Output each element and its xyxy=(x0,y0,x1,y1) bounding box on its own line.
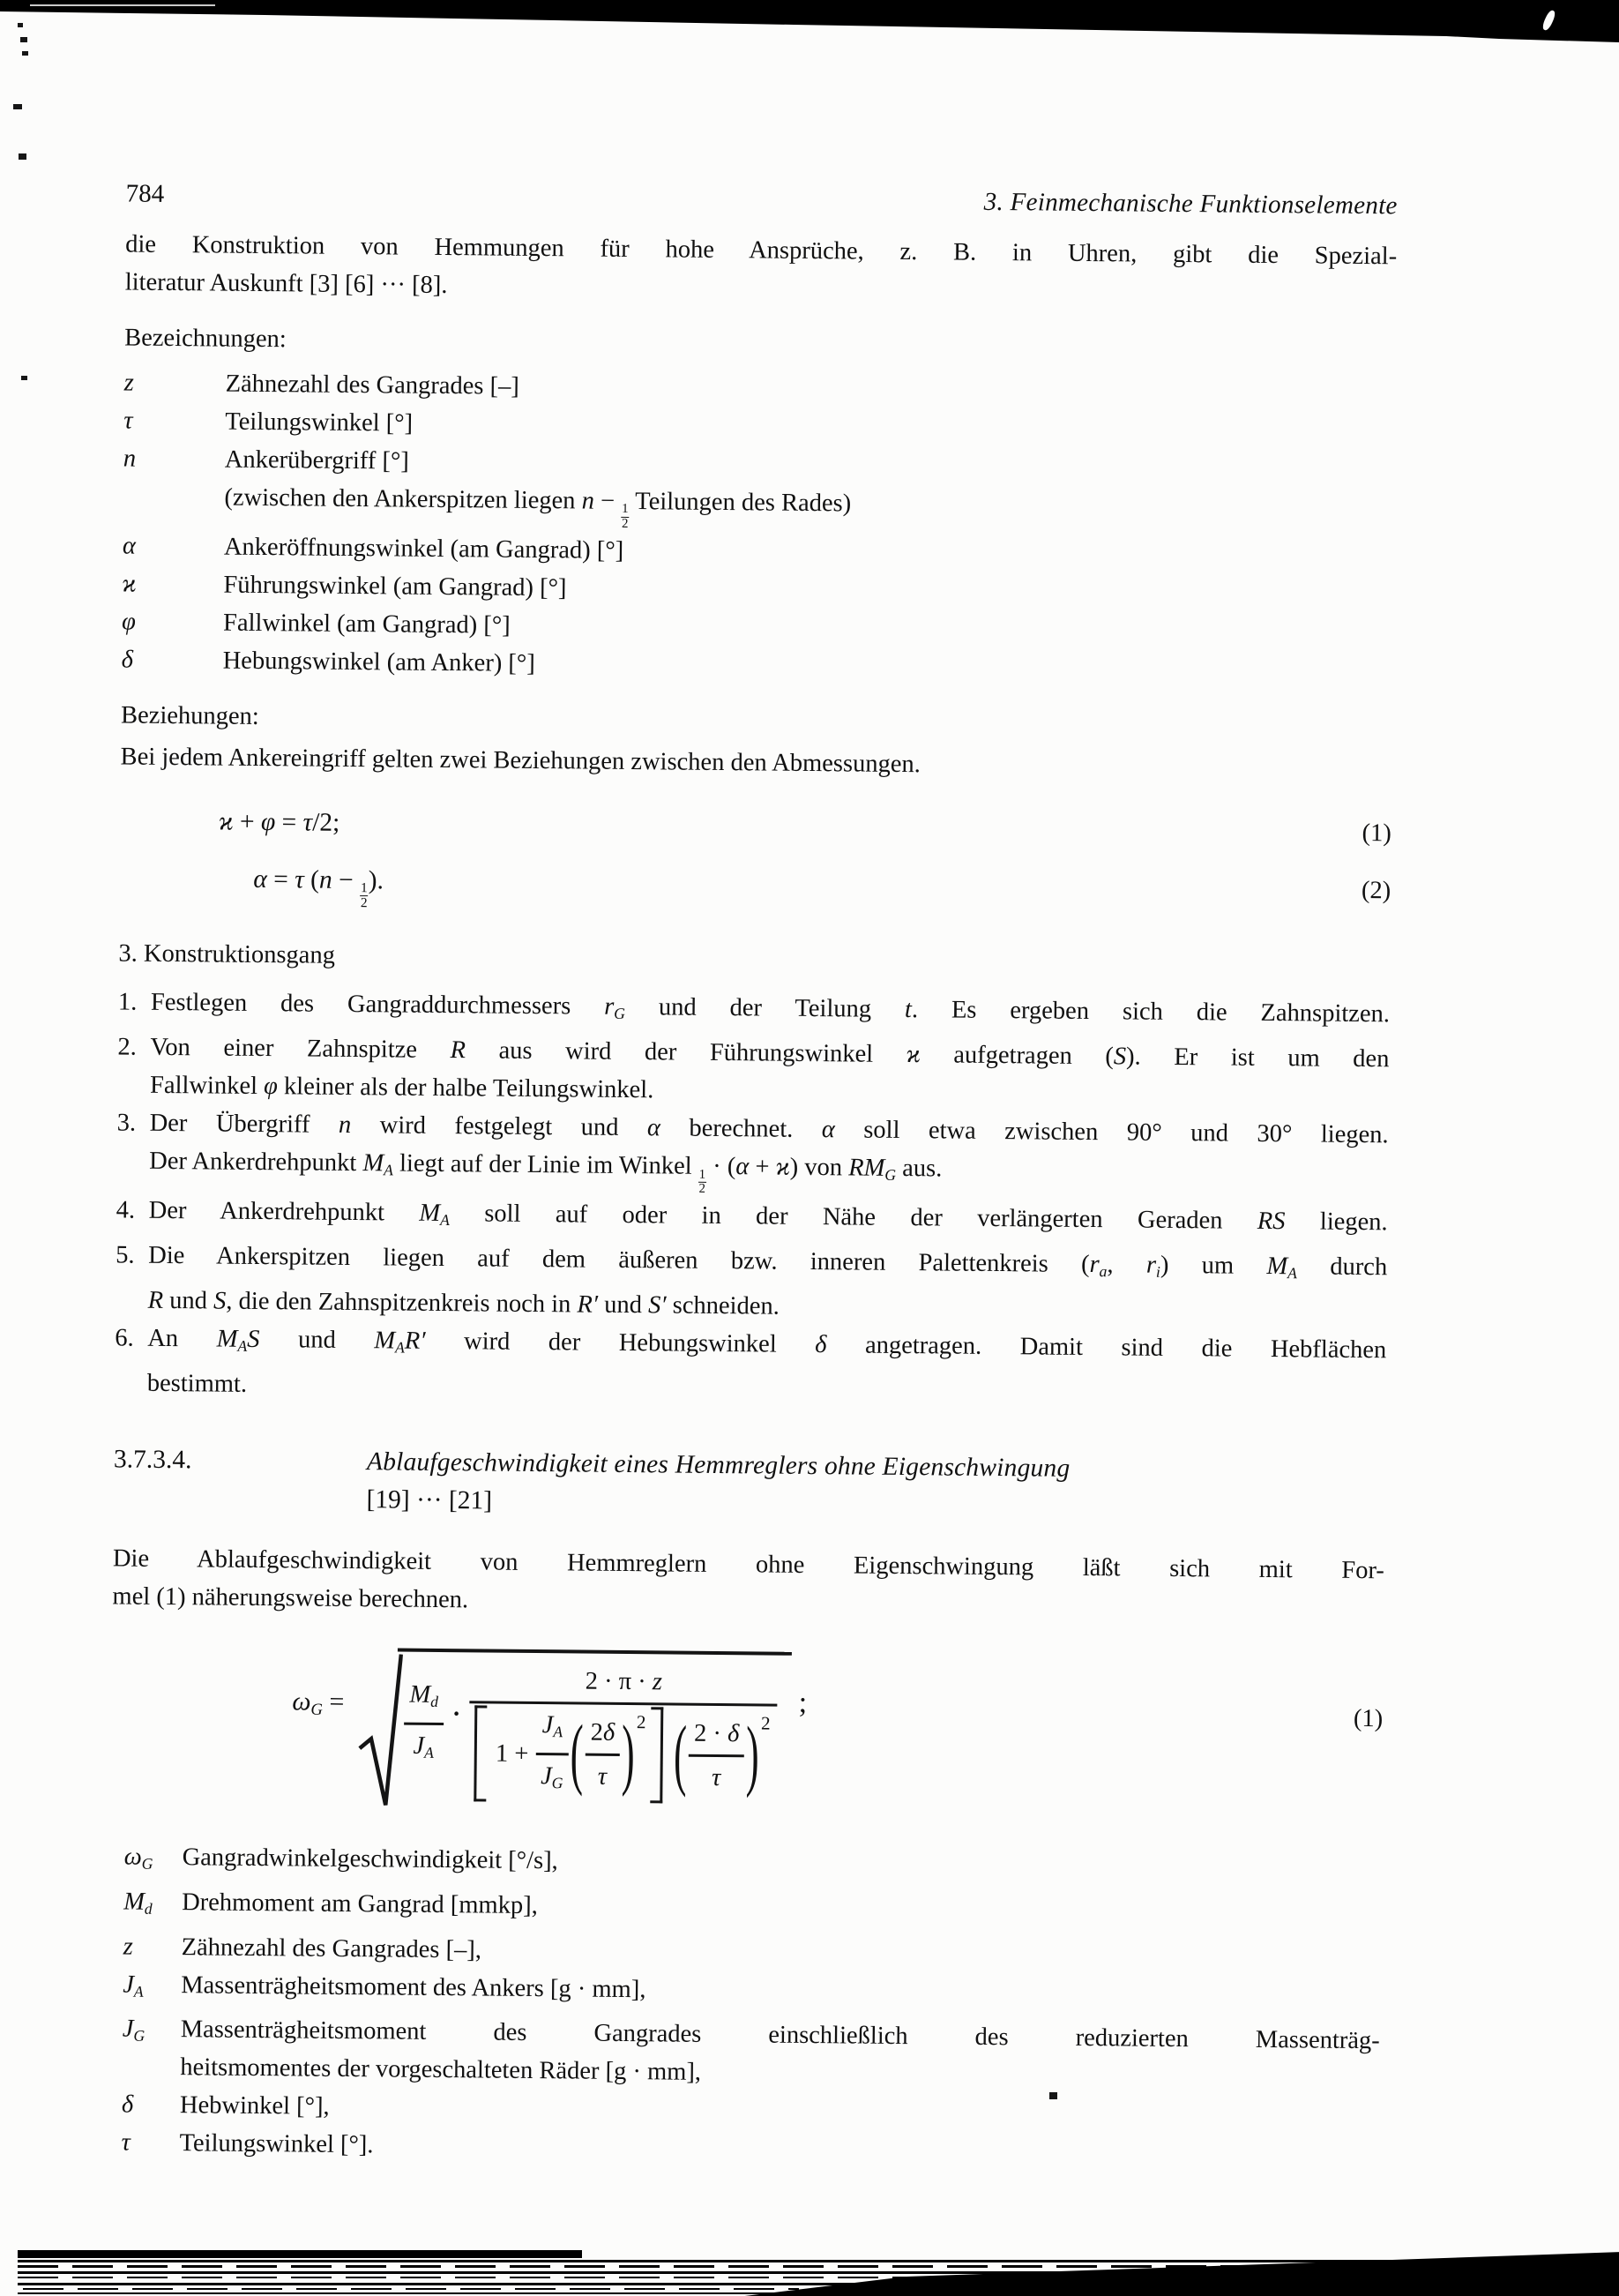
step-number: 5. xyxy=(116,1241,135,1269)
fraction-JA-JG: $\frac{JA}{JG}$ xyxy=(535,1706,569,1802)
bracket-left-icon xyxy=(474,1705,487,1801)
definition: (zwischen den Ankerspitzen liegen n − $\frac{1}{2}$ Teilungen des Rades) xyxy=(224,483,852,531)
definition: Führungswinkel (am Gangrad) [°] xyxy=(223,571,567,602)
scan-speck xyxy=(1049,2092,1057,2099)
definition: Hebungswinkel (am Anker) [°] xyxy=(222,647,535,677)
scan-line xyxy=(23,2288,799,2290)
symbol: δ xyxy=(121,2090,134,2120)
formula-symbol-list xyxy=(121,1837,1381,2173)
paren-open: ( xyxy=(570,1709,584,1798)
definition: Hebwinkel [°], xyxy=(179,2091,330,2121)
section-references: [19] ··· [21] xyxy=(366,1485,493,1515)
page-content xyxy=(107,175,1398,2173)
running-title: 3. Feinmechanische Funktionselemente xyxy=(983,187,1398,221)
page-header xyxy=(126,175,1398,225)
symbol: z xyxy=(123,1933,133,1961)
intro-paragraph: die Konstruktion von Hemmungen für hohe Ansprüche, z. B. in Uhren, gibt die Spezial- literatur Auskunft [3] [6] ··· [8]. xyxy=(124,230,1398,299)
step-number: 3. xyxy=(116,1109,137,1137)
step-number: 4. xyxy=(116,1196,136,1224)
paren-close: ) xyxy=(745,1710,760,1799)
step-item xyxy=(117,1028,1390,1117)
definition: Teilungswinkel [°] xyxy=(225,408,414,438)
symbol: τ xyxy=(123,407,133,435)
symbol: α xyxy=(122,532,137,560)
symbol: n xyxy=(123,445,137,473)
definition: Ankerübergriff [°] xyxy=(224,445,409,475)
section-heading xyxy=(113,1440,1385,1529)
symbol: ωG xyxy=(123,1843,153,1873)
step-text: Festlegen des Gangraddurchmessers rG und der Teilung t. Es ergeben sich die Zahnspitzen. xyxy=(150,989,1391,1028)
formula-block xyxy=(110,1645,1384,1823)
step-text: Die Ankerspitzen liegen auf dem äußeren bzw. inneren Palettenkreis (ra, ri) um MA durch R und S, die den Zahnspitzenkreis noch in R′ und S′ schneiden. xyxy=(147,1241,1388,1320)
fraction-Md-JA: $\frac{Md}{JA}$ xyxy=(404,1675,444,1771)
step-text: Von einer Zahnspitze R aus wird der Führungswinkel ϰ aufgetragen (S). Er ist um den Fallwinkel φ kleiner als der halbe Teilungswinkel. xyxy=(149,1034,1390,1104)
section-paragraph: Die Ablaufgeschwindigkeit von Hemmreglern ohne Eigenschwingung läßt sich mit For- mel (1) näherungsweise berechnen. xyxy=(112,1544,1384,1613)
scan-line xyxy=(18,2292,1614,2294)
step-text: An MAS und MAR′ wird der Hebungswinkel δ angetragen. Damit sind die Hebflächen bestimmt. xyxy=(146,1324,1387,1398)
scan-speck xyxy=(20,37,27,42)
symbol: δ xyxy=(121,645,134,674)
construction-steps xyxy=(115,983,1390,1414)
step-item xyxy=(116,1104,1389,1203)
equation-2 xyxy=(119,859,1391,921)
formula-lhs: ωG = xyxy=(292,1686,345,1719)
definition: Massenträgheitsmoment des Ankers [g · mm], xyxy=(181,1971,646,2003)
def-row xyxy=(122,2010,1380,2098)
bezeichnungen-label: Bezeichnungen: xyxy=(124,324,287,354)
equation-number: (2) xyxy=(1361,876,1391,904)
equation-body: ϰ + φ = τ/2; xyxy=(218,807,340,837)
step-item xyxy=(116,1236,1388,1331)
scan-line xyxy=(18,2250,582,2258)
fraction-2delta-tau: $\frac{2\delta}{\tau}$ xyxy=(585,1713,620,1795)
step-number: 2. xyxy=(117,1033,137,1061)
definition: Drehmoment am Gangrad [mmkp], xyxy=(182,1888,538,1919)
step-item xyxy=(115,1319,1387,1414)
symbol: z xyxy=(123,369,134,397)
equation-number: (1) xyxy=(1353,1704,1384,1732)
symbol xyxy=(123,477,225,527)
scan-artifact-bottom xyxy=(0,2245,1619,2296)
paren-close: ) xyxy=(621,1709,636,1799)
definition: Zähnezahl des Gangrades [–], xyxy=(181,1933,482,1963)
definition: Massenträgheitsmoment des Gangrades einschließlich des reduzierten Massenträg- heitsmomentes der vorgeschalteten Räder [g · mm], xyxy=(180,2016,1380,2087)
square-root xyxy=(357,1648,792,1818)
symbol: ϰ xyxy=(122,569,137,598)
symbol-definition-list xyxy=(121,363,1395,690)
scan-line xyxy=(18,2271,1614,2274)
semicolon: ; xyxy=(798,1686,808,1719)
definition: Teilungswinkel [°]. xyxy=(179,2129,374,2159)
equation-body: α = τ (n − $\frac{1}{2}$ ). xyxy=(253,864,384,911)
section-number: 3.7.3.4. xyxy=(113,1445,192,1474)
step-text: Der Übergriff n wird festgelegt und α berechnet. α soll etwa zwischen 90° und 30° liegen. Der Ankerdrehpunkt MA liegt auf der Linie im Winkel $\frac{1}{2}$ · (α + ϰ) von RMG aus. xyxy=(149,1110,1389,1197)
symbol: JA xyxy=(123,1971,144,2001)
scan-crack xyxy=(30,4,215,6)
multiplication-dot: · xyxy=(451,1700,461,1728)
symbol: Md xyxy=(123,1888,153,1918)
step-number: 1. xyxy=(117,988,138,1016)
fraction-2delta-tau-2: $\frac{2 \cdot \delta}{\tau}$ xyxy=(688,1714,744,1797)
definition: Zähnezahl des Gangrades [–] xyxy=(225,370,519,400)
symbol: JG xyxy=(122,2015,145,2045)
definition: Fallwinkel (am Gangrad) [°] xyxy=(222,609,511,639)
konstruktionsgang-heading: 3. Konstruktionsgang xyxy=(118,939,336,970)
bracket-right-icon xyxy=(651,1707,664,1803)
scan-speck xyxy=(19,153,26,160)
scan-speck xyxy=(21,376,27,380)
equation-1 xyxy=(120,802,1391,852)
symbol: φ xyxy=(121,607,137,636)
scan-speck xyxy=(18,23,23,27)
scan-line xyxy=(18,2277,1058,2278)
equation-number: (1) xyxy=(1362,819,1392,847)
scan-speck xyxy=(13,104,22,109)
exponent-2: 2 xyxy=(636,1710,646,1732)
beziehungen-sentence: Bei jedem Ankereingriff gelten zwei Beziehungen zwischen den Abmessungen. xyxy=(120,742,921,778)
section-title: Ablaufgeschwindigkeit eines Hemmreglers ohne Eigenschwingung xyxy=(366,1447,1071,1483)
beziehungen-label: Beziehungen: xyxy=(120,700,259,730)
main-fraction: 2 · π · z 1 + $\frac{JA}{JG}$ ( $\frac{2\delta}{\tau}$ ) 2 ( $\frac{2 \cdot \delta}{\tau}$ ) 2 xyxy=(468,1661,778,1804)
scan-fleck xyxy=(1541,9,1557,32)
step-number: 6. xyxy=(115,1324,134,1352)
fraction-bar xyxy=(404,1722,444,1724)
exponent-2: 2 xyxy=(760,1712,771,1734)
definition: Ankeröffnungswinkel (am Gangrad) [°] xyxy=(223,533,624,565)
scan-line xyxy=(18,2283,1614,2285)
scan-line xyxy=(18,2265,1340,2268)
scan-speck xyxy=(22,51,28,56)
definition: Gangradwinkelgeschwindigkeit [°/s], xyxy=(182,1843,558,1874)
symbol: τ xyxy=(121,2128,131,2158)
page-number: 784 xyxy=(125,179,165,208)
step-text: Der Ankerdrehpunkt MA soll auf oder in der Nähe der verlängerten Geraden RS liegen. xyxy=(148,1196,1388,1237)
paren-open: ( xyxy=(673,1709,688,1799)
scan-line xyxy=(18,2260,1614,2262)
